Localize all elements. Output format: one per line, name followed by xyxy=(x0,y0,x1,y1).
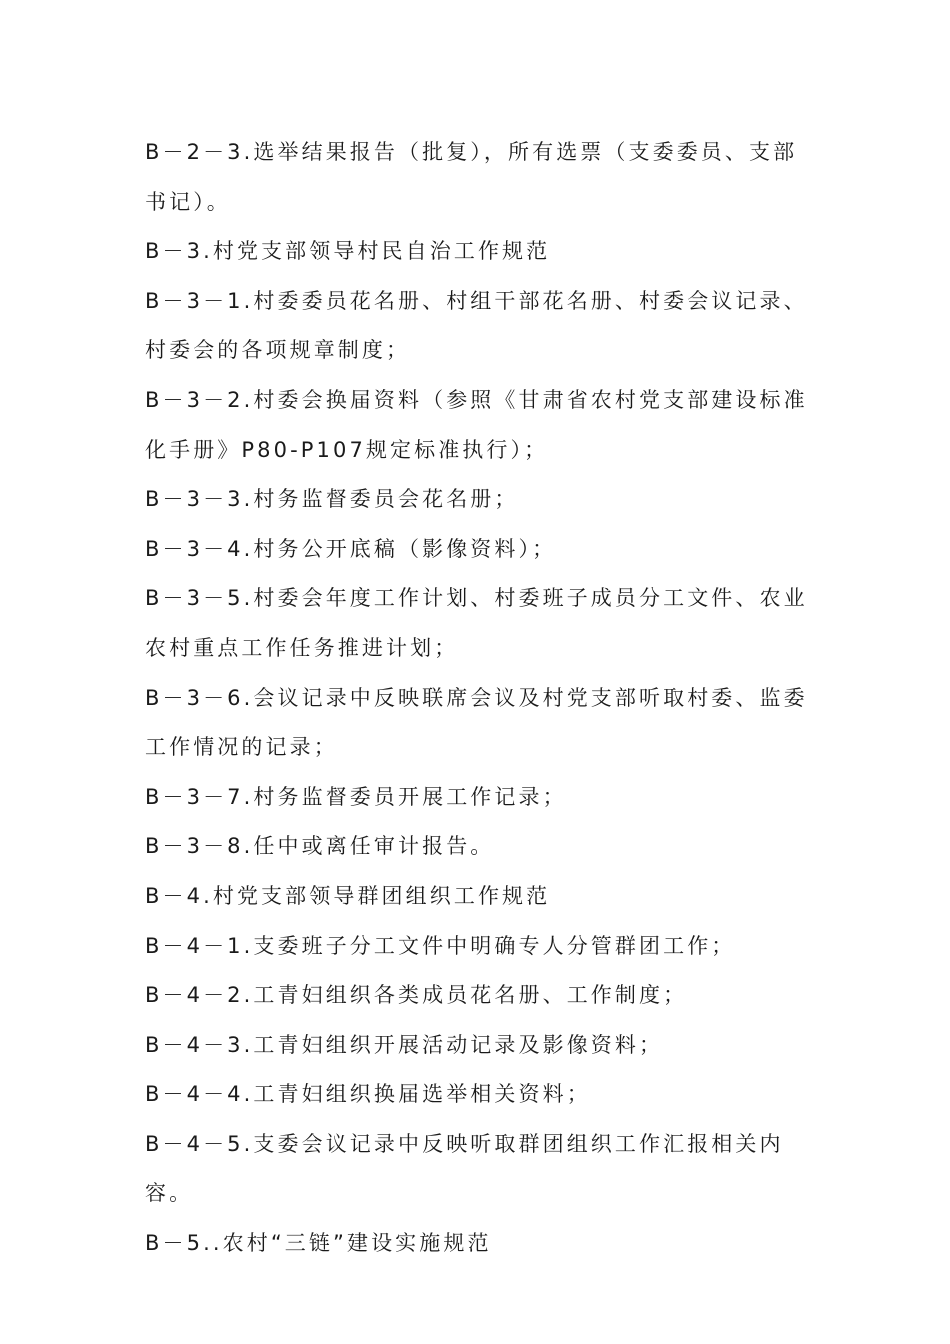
paragraph-b-3-7: B－3－7.村务监督委员开展工作记录； xyxy=(145,784,567,809)
paragraph-b-4-4: B－4－4.工青妇组织换届选举相关资料； xyxy=(145,1082,591,1107)
heading-b-5: B－5..农村“三链”建设实施规范 xyxy=(145,1231,492,1256)
paragraph-b-3-2: B－3－2.村委会换届资料（参照《甘肃省农村党支部建设标准化手册》P80-P107规定标准执行）； xyxy=(145,387,808,462)
paragraph-b-3-8: B－3－8.任中或离任审计报告。 xyxy=(145,834,495,859)
paragraph-b-4-3: B－4－3.工青妇组织开展活动记录及影像资料； xyxy=(145,1032,664,1057)
heading-b-3: B－3.村党支部领导村民自治工作规范 xyxy=(145,239,551,264)
paragraph-b-3-1: B－3－1.村委委员花名册、村组干部花名册、村委会议记录、村委会的各项规章制度； xyxy=(145,288,808,363)
paragraph-b-3-6: B－3－6.会议记录中反映联席会议及村党支部听取村委、监委工作情况的记录； xyxy=(145,685,808,760)
paragraph-b-3-5: B－3－5.村委会年度工作计划、村委班子成员分工文件、农业农村重点工作任务推进计划； xyxy=(145,586,808,660)
paragraph-b-2-3: B－2－3.选举结果报告（批复），所有选票（支委委员、支部书记）。 xyxy=(145,140,798,214)
document-body xyxy=(145,128,810,1269)
paragraph-b-3-4: B－3－4.村务公开底稿（影像资料）； xyxy=(145,536,557,561)
paragraph-b-4-2: B－4－2.工青妇组织各类成员花名册、工作制度； xyxy=(145,983,688,1008)
paragraph-b-4-1: B－4－1.支委班子分工文件中明确专人分管群团工作； xyxy=(145,933,736,958)
paragraph-b-3-3: B－3－3.村务监督委员会花名册； xyxy=(145,487,519,512)
heading-b-4: B－4.村党支部领导群团组织工作规范 xyxy=(145,883,551,908)
paragraph-b-4-5: B－4－5.支委会议记录中反映听取群团组织工作汇报相关内容。 xyxy=(145,1131,784,1206)
